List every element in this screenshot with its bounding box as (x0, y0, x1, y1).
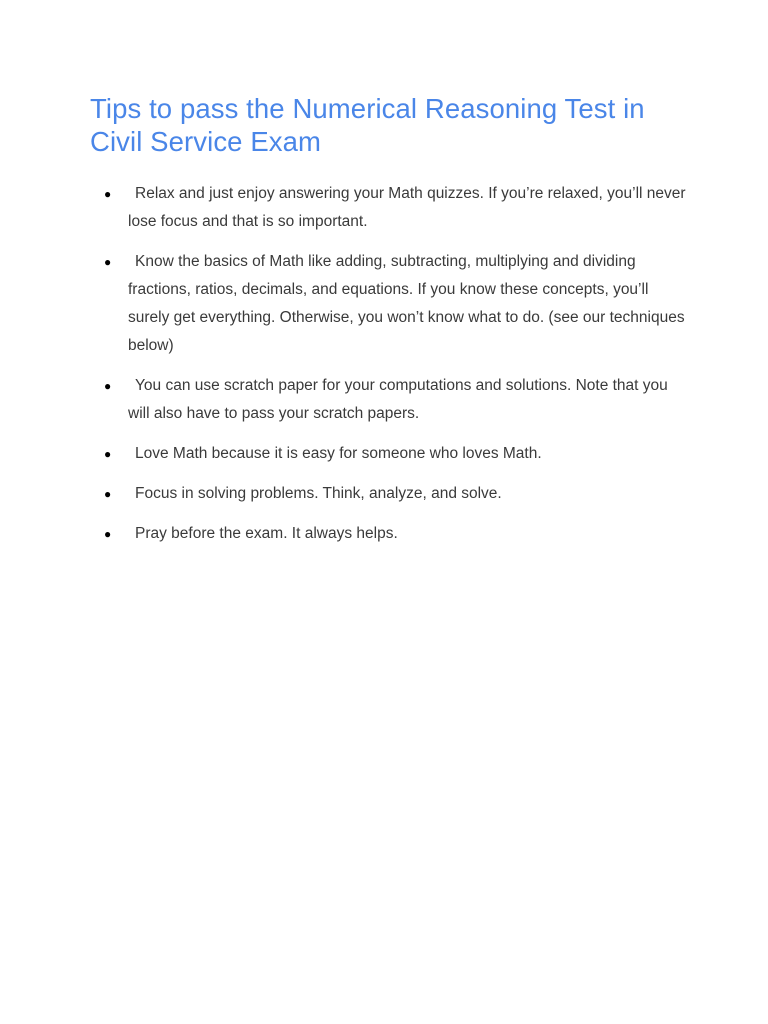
tip-text: Love Math because it is easy for someone who loves Math. (135, 445, 542, 462)
tip-text: Know the basics of Math like adding, subtracting, multiplying and dividing fractions, ratios, decimals, and equations. If you know these concepts, you’ll surely get everything. Otherwise, you won’t know what to do. (see our techniques below) (128, 253, 685, 354)
list-item (0, 180, 688, 236)
list-item (0, 372, 688, 428)
tip-text: Pray before the exam. It always helps. (135, 525, 398, 542)
bullet-icon: ● (104, 255, 112, 269)
bullet-icon: ● (104, 447, 112, 461)
document-title: Tips to pass the Numerical Reasoning Test in Civil Service Exam (90, 93, 645, 157)
bullet-icon: ● (104, 527, 112, 541)
bullet-icon: ● (104, 379, 112, 393)
list-item (0, 480, 688, 508)
bullet-icon: ● (104, 187, 112, 201)
bullet-icon: ● (104, 487, 112, 501)
tip-text: Relax and just enjoy answering your Math quizzes. If you’re relaxed, you’ll never lose focus and that is so important. (128, 185, 686, 230)
tip-text: Focus in solving problems. Think, analyze, and solve. (135, 485, 502, 502)
list-item (0, 248, 688, 360)
tips-list (0, 180, 768, 560)
list-item (0, 520, 688, 548)
tip-text: You can use scratch paper for your computations and solutions. Note that you will also have to pass your scratch papers. (128, 377, 668, 422)
list-item (0, 440, 688, 468)
